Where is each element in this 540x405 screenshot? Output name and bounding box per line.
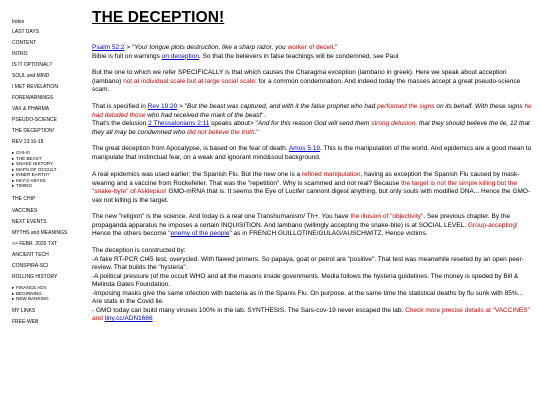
nav-next-events[interactable]: NEXT EVENTS: [12, 219, 47, 225]
nav-conspira-sci[interactable]: CONSPIRA-SCI: [12, 263, 49, 269]
subnav-snake-history[interactable]: ▸ SNAKE HISTORY: [12, 161, 54, 166]
nav-intro[interactable]: INTRO: [12, 51, 28, 57]
bullet-icon: ▸: [12, 150, 15, 155]
nav-my-links[interactable]: MY LINKS: [12, 308, 36, 314]
link-on-deception[interactable]: on deception: [161, 52, 199, 60]
nav-pseudo-science[interactable]: PSEUDO-SCIENCE: [12, 117, 58, 123]
nav-vax-pharma[interactable]: VAX & PHARMA: [12, 106, 50, 112]
nav-vaccines[interactable]: VACCINES: [12, 208, 38, 214]
bullet-icon: ▸: [12, 161, 15, 166]
bullet-icon: ▸: [12, 155, 15, 161]
paragraph-psalm: Psalm 52:2 > "Your tongue plots destruction, like a sharp razor, you worker of deceit." Bible is full on warnings on deception. So that the believers in false teachings will be condemned, see Paul: [92, 44, 399, 60]
subnav-inner-earth[interactable]: ▸ INNER EARTH?: [12, 172, 50, 177]
nav-soul-and-mind[interactable]: SOUL and MIND: [12, 73, 50, 79]
bullet-icon: ▸: [12, 166, 15, 172]
bullet-icon: ▸: [12, 296, 15, 301]
link-2-thessalonians-2-11[interactable]: 2 Thessalonians 2:11: [148, 120, 210, 127]
paragraph-fear-of-death: The great deception from Apocalypse, is based on the fear of death. Amos 5:19. This is the manipulation of the world. And epidemics are a good mean to manipulate that instinctual fear, on a weak and ignorant mind&soul background.: [92, 145, 532, 161]
nav-content[interactable]: CONTENT: [12, 40, 37, 46]
nav-index[interactable]: Index: [12, 19, 25, 25]
link-psalm-52-2[interactable]: Psalm 52:2: [92, 44, 125, 51]
subnav-the-beast[interactable]: ▸ THE BEAST: [12, 155, 42, 161]
paragraph-rev-19-20: That is specified in Rev 19:20 > "But the beast was captured, and with it the false prophet who had performed the signs on its behalf. With these signs he had deluded those who had received the mark of the beast". That's the delusion 2 Thessalonians 2:11 speaks about> "And for this reason God will send them strong delusion, that they should believe the lie, 12 that they all may be condemned who did not believe the truth.": [92, 103, 532, 136]
bullet-icon: ▸: [12, 172, 15, 177]
bullet-icon: ▸: [12, 290, 15, 296]
sidebar-nav: [0, 0, 86, 405]
subnav-beginning[interactable]: ▸ BEGINNING: [12, 290, 42, 296]
nav-free-web[interactable]: FREE-WEB: [12, 319, 39, 325]
nav-myths-and-meanings[interactable]: MYTHS and MEANINGS: [12, 230, 68, 236]
paragraph-new-religion: The new "religion" is the science. And today is a real one Transhumanism/ Th+. You have the illusion of "objectivity". See previous chapter. By the propaganda apparatus he imposes a certain INQUISITION. And lambano (willingly accepting the snake-bite) is at SOCIAL LEVEL. Group-accepting! Hence the others become "enemy of the people" as in FRENCH GUILLOTINE/GULAG/AUSCHWITZ. Hence victims.: [92, 213, 518, 237]
bullet-icon: ▸: [12, 177, 15, 183]
paragraph-deception-construction: The deception is constructed by: -A fake RT-PCR Ct45 test, overycled. With flawed primers. So papaya, goat or petrol are "positive". That test was meanwhile reseted by an open peer-review. That builds the "hysteria". -A political pressure (of the occult WHO and all the masons inside govenments. Media follows the hysteria guidelines. The money is speded by Bill & Melinda Gates Foundation. -Imposing masks give the same infection with bacteria as in the Spanis Flu. On purpose. at the same time the statistical deaths by flu sunk with 85%... Are stats in the Covid lie. - GMO today can build many viruses 100% in the lab. SYNTHESIS. The Sars-cov-19 never escaped the lab. Check more precise details at "VACCINES" and tiny.cc/ADN1666: [92, 247, 530, 322]
page-title: THE DECEPTION!: [92, 9, 225, 26]
nav-forewarnings[interactable]: FOREWARNINGS: [12, 95, 54, 101]
nav-febr-2020-txt[interactable]: >> FEBR. 2020 TXT: [12, 241, 58, 247]
paragraph-spanish-flu: A real epidemics was used earlier; the Spanish Flu. But the new one is a refined manipulation, having as exception the Spanish Flu caused by mask-wearing and a vaccine from Rockefeller. That was the "repetition". Why is scammed and not real? Because the target is not the simple killing but the "snake-byte" of Asklepius! GMO-mRNA that is. It seems the Eye of Lucifer cannont digest anything, but only souls with modified DNA... Hence the GMO-vax not killing is the target.: [92, 171, 531, 204]
subnav-timing[interactable]: ▸ TIMING: [12, 183, 33, 188]
paragraph-charagma: But the one to which we refer SPECIFICALLY is that which causes the Charagma exception (lambano in greek). Here we speak about acception (lambano) not at individual scale but at large social scale; for a common condemnation. And indeed today the masses accept a great pseudo-science scam.: [92, 69, 521, 93]
bullet-icon: ▸: [12, 183, 15, 188]
nav-ancient-tech[interactable]: ANCIENT TECH: [12, 252, 49, 258]
link-tiny-cc[interactable]: tiny.cc/ADN1666: [104, 315, 153, 322]
bullet-icon: ▸: [12, 285, 15, 290]
nav-the-deception[interactable]: THE DECEPTION!: [12, 128, 54, 134]
nav-the-chip[interactable]: THE CHIP: [12, 196, 36, 202]
nav-rev-13[interactable]: REV 13:16-18: [12, 139, 44, 145]
subnav-maps-of-occult[interactable]: ▸ MAPS OF OCCULT: [12, 166, 57, 172]
subnav-key-2-abyss[interactable]: ▸ KEY-2-ABYSS: [12, 177, 46, 183]
nav-i-met-revelation[interactable]: I MET REVELATION: [12, 84, 58, 90]
nav-is-it-optional[interactable]: IS IT OPTIONAL?: [12, 62, 52, 68]
link-amos-5-19[interactable]: Amos 5:19: [288, 145, 321, 152]
nav-last-days[interactable]: LAST DAYS: [12, 29, 40, 35]
link-rev-19-20[interactable]: Rev 19:20: [147, 103, 178, 110]
subnav-chi-xi[interactable]: ▸ CHI-XI: [12, 150, 30, 155]
subnav-finance-adv[interactable]: ▸ FINANCE ADV.: [12, 285, 48, 290]
link-enemy-of-the-people[interactable]: enemy of the people: [170, 230, 230, 237]
nav-rolling-history[interactable]: ROLLING HISTORY: [12, 274, 58, 280]
subnav-new-banking[interactable]: ▸ NEW BANKING: [12, 296, 49, 301]
